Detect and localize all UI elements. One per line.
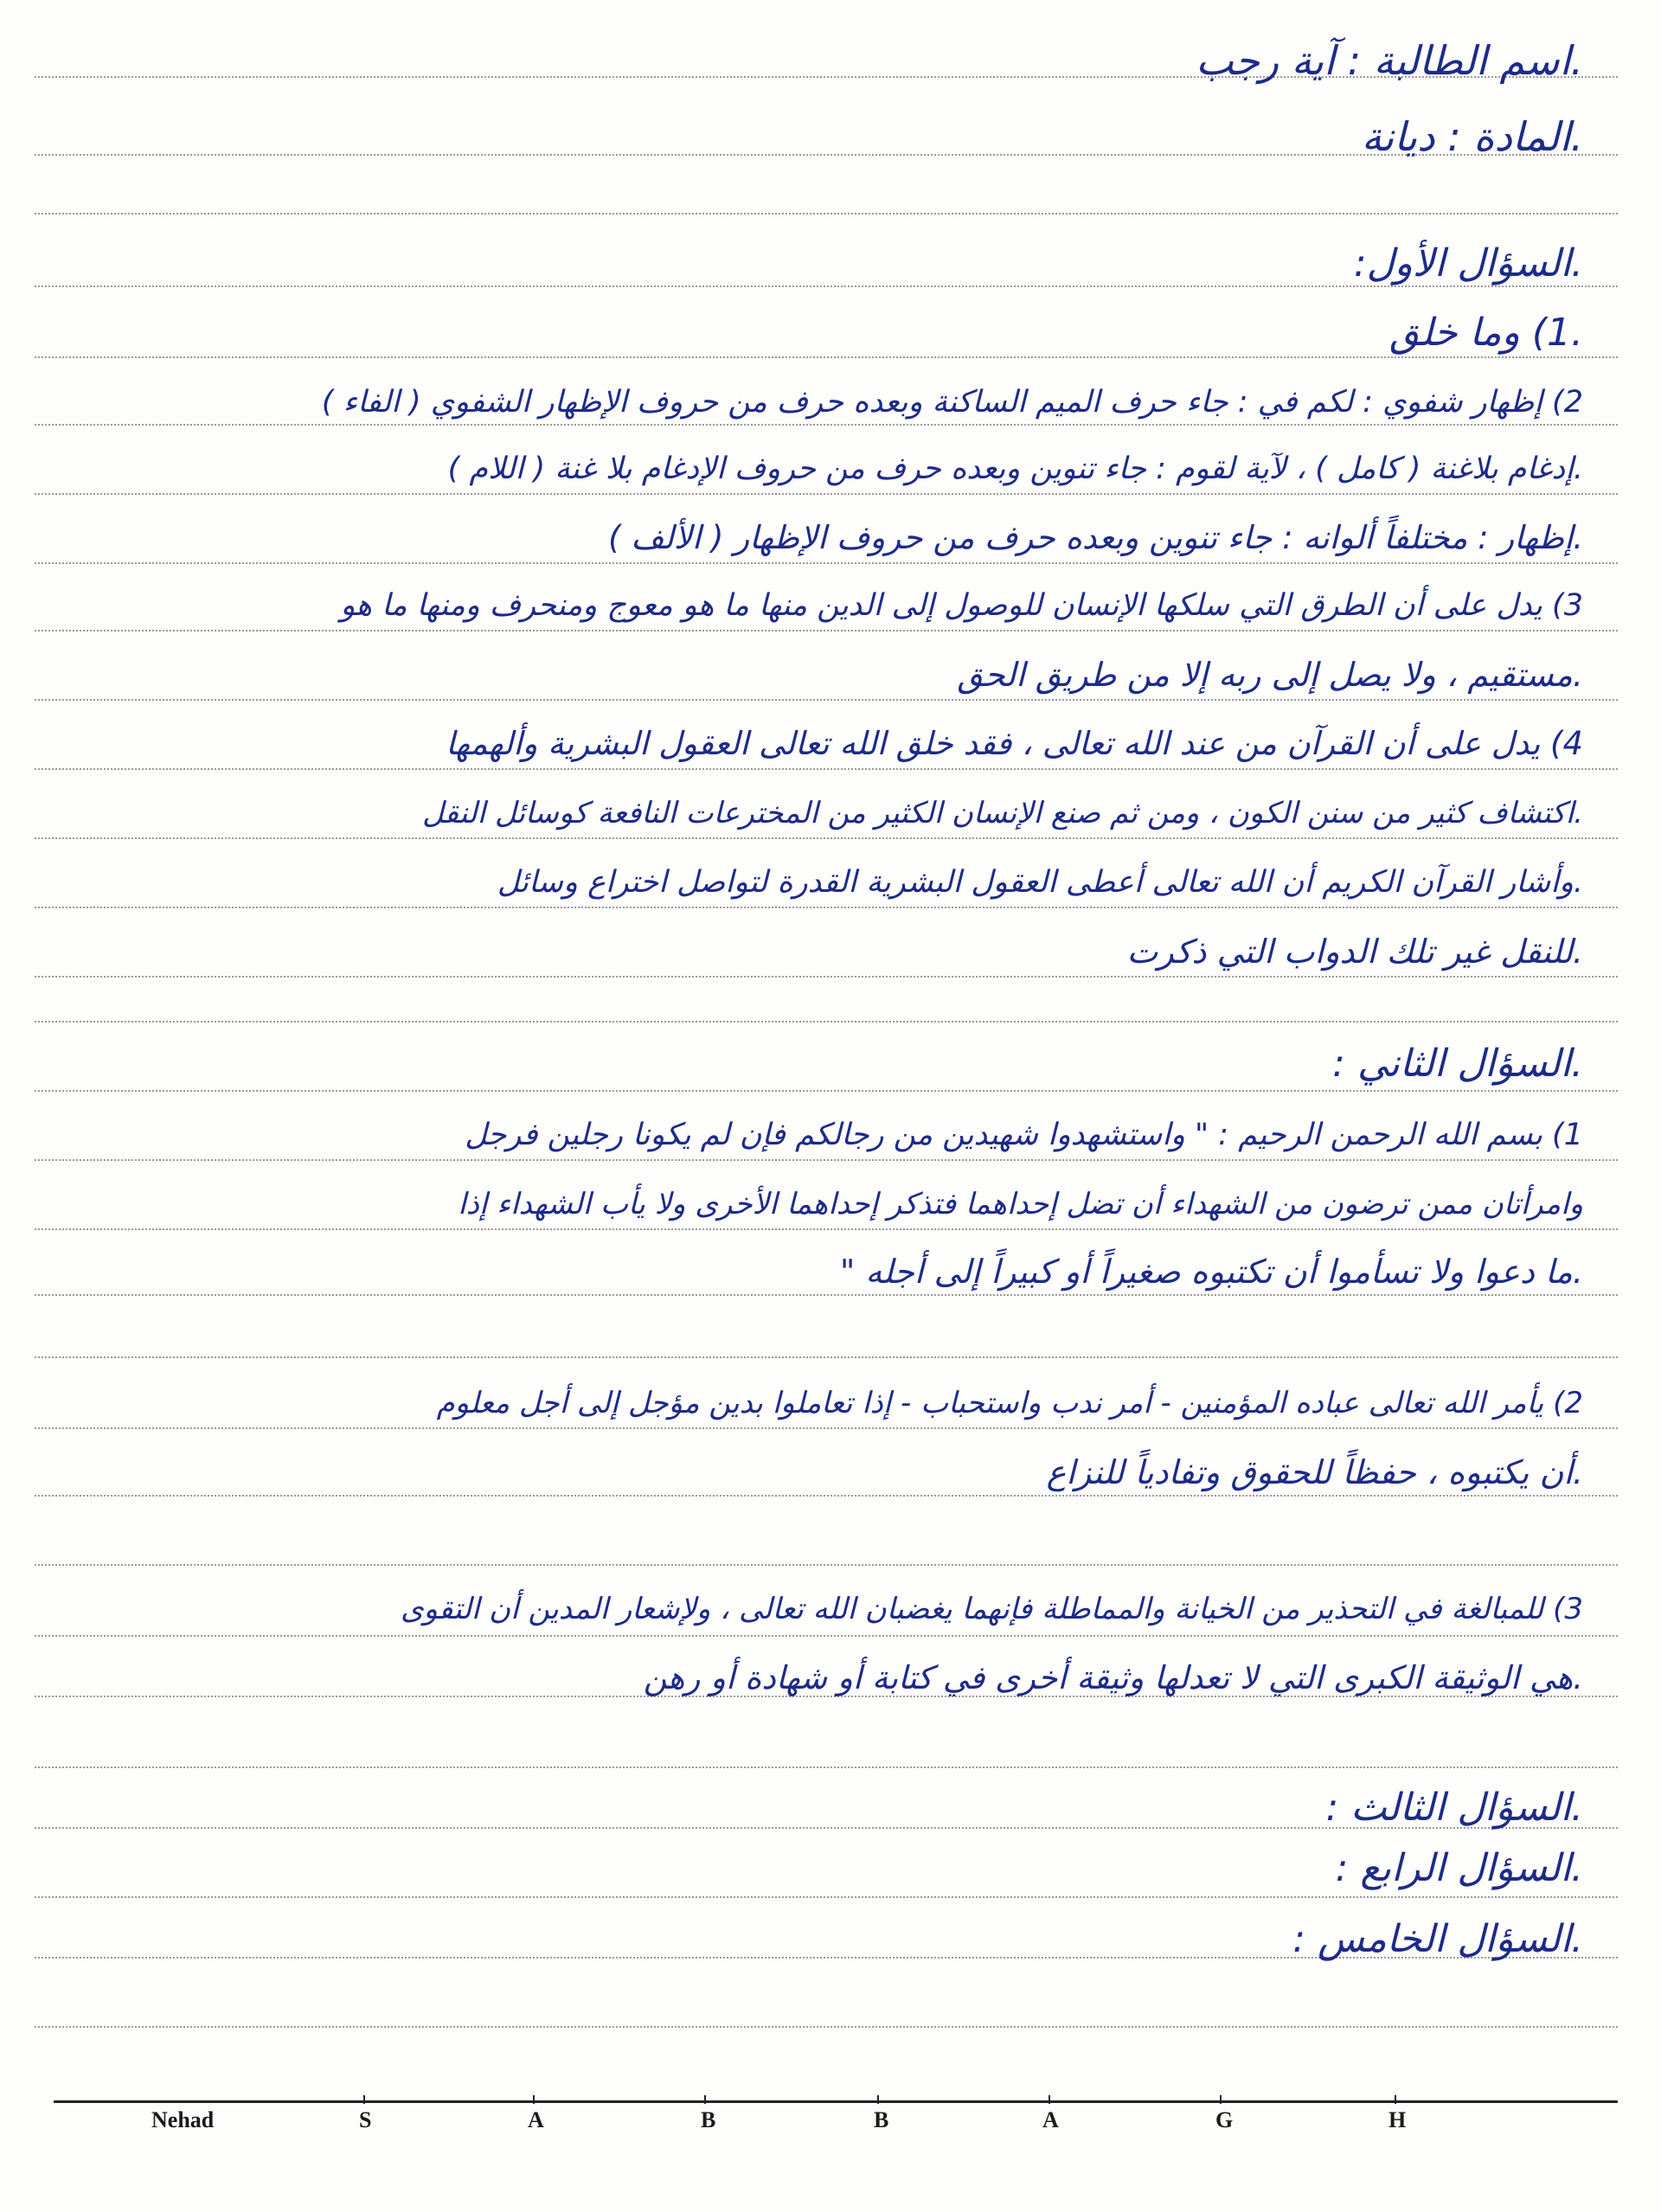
footer-tick	[1220, 2095, 1222, 2104]
footer-letter: A	[528, 2107, 544, 2132]
q2-answer-3-line-1: 3) للمبالغة في التحذير من الخيانة والمماطلة فإنهما يغضبان الله تعالى ، ولإشعار المدين أن التقوى	[400, 1592, 1583, 1626]
subject-line: .المادة : ديانة	[1361, 113, 1583, 160]
footer-letter: B	[701, 2107, 716, 2132]
ruled-line	[35, 2026, 1618, 2028]
ruled-line	[35, 1564, 1618, 1566]
q1-title: .السؤال الأول:	[1353, 241, 1583, 285]
q1-line-10: .للنقل غير تلك الدواب التي ذكرت	[1126, 933, 1583, 971]
footer-tick	[1049, 2095, 1050, 2104]
ruled-line	[35, 1766, 1618, 1768]
q1-line-4: .إظهار : مختلفاً ألوانه : جاء تنوين وبعده حرف من حروف الإظهار ( الألف )	[608, 519, 1583, 556]
q2-line-1: 1) بسم الله الرحمن الرحيم : " واستشهدوا شهيدين من رجالكم فإن لم يكونا رجلين فرجل	[465, 1118, 1583, 1152]
q2-answer-3-line-2: .هي الوثيقة الكبرى التي لا تعدلها وثيقة أخرى في كتابة أو شهادة أو رهن	[643, 1659, 1583, 1696]
q2-answer-2-line-1: 2) يأمر الله تعالى عباده المؤمنين - أمر ندب واستحباب - إذا تعاملوا بدين مؤجل إلى أجل معلوم	[436, 1386, 1583, 1420]
q2-line-2: وامرأتان ممن ترضون من الشهداء أن تضل إحداهما فتذكر إحداهما الأخرى ولا يأب الشهداء إذا	[458, 1187, 1583, 1221]
ruled-line	[35, 356, 1618, 358]
footer-letter: B	[874, 2107, 889, 2132]
q2-answer-2-line-2: .أن يكتبوه ، حفظاً للحقوق وتفادياً للنزاع	[1046, 1453, 1583, 1491]
footer-tick	[363, 2095, 365, 2104]
q2-line-3: .ما دعوا ولا تسأموا أن تكتبوه صغيراً أو كبيراً إلى أجله "	[839, 1253, 1583, 1291]
q5-title: .السؤال الخامس :	[1292, 1917, 1583, 1961]
ruled-line	[35, 1896, 1618, 1898]
footer-letter: S	[359, 2107, 372, 2132]
ruled-line	[35, 213, 1618, 215]
footer-tick	[533, 2095, 535, 2104]
footer-tick	[877, 2095, 879, 2104]
q1-line-8: .اكتشاف كثير من سنن الكون ، ومن ثم صنع الإنسان الكثير من المخترعات النافعة كوسائل النقل	[422, 796, 1583, 830]
q1-line-9: .وأشار القرآن الكريم أن الله تعالى أعطى العقول البشرية القدرة لتواصل اختراع وسائل	[497, 865, 1583, 900]
q1-line-2: 2) إظهار شفوي : لكم في : جاء حرف الميم الساكنة وبعده حرف من حروف الإظهار الشفوي ( الفاء )	[321, 385, 1583, 420]
q1-line-7: 4) يدل على أن القرآن من عند الله تعالى ، فقد خلق الله تعالى العقول البشرية وألهمها	[446, 725, 1583, 762]
footer-tick	[1395, 2095, 1396, 2104]
ruled-line	[35, 1021, 1618, 1023]
footer-letter: A	[1042, 2107, 1059, 2132]
footer-tick	[704, 2095, 706, 2104]
footer-rule	[54, 2100, 1618, 2103]
ruled-line	[35, 1356, 1618, 1358]
q1-line-3: .إدغام بلاغنة ( كامل ) ، لآية لقوم : جاء تنوين وبعده حرف من حروف الإدغام بلا غنة ( اللام )	[447, 452, 1583, 486]
ruled-line	[35, 1090, 1618, 1092]
footer-brand: Nehad	[151, 2107, 215, 2132]
student-name-line: .اسم الطالبة : آية رجب	[1196, 37, 1583, 84]
q4-title: .السؤال الرابع :	[1335, 1846, 1583, 1890]
footer-letter: G	[1215, 2107, 1234, 2132]
ruled-line	[35, 1635, 1618, 1637]
q1-line-1: .1) وما خلق	[1389, 311, 1583, 355]
footer-letter: H	[1388, 2107, 1407, 2132]
q1-line-6: .مستقيم ، ولا يصل إلى ربه إلا من طريق الحق	[957, 656, 1583, 694]
q2-title: .السؤال الثاني :	[1332, 1042, 1583, 1086]
q1-line-5: 3) يدل على أن الطرق التي سلكها الإنسان للوصول إلى الدين منها ما هو معوج ومنحرف ومنها ما هو	[340, 588, 1583, 623]
q3-title: .السؤال الثالث :	[1325, 1786, 1583, 1830]
